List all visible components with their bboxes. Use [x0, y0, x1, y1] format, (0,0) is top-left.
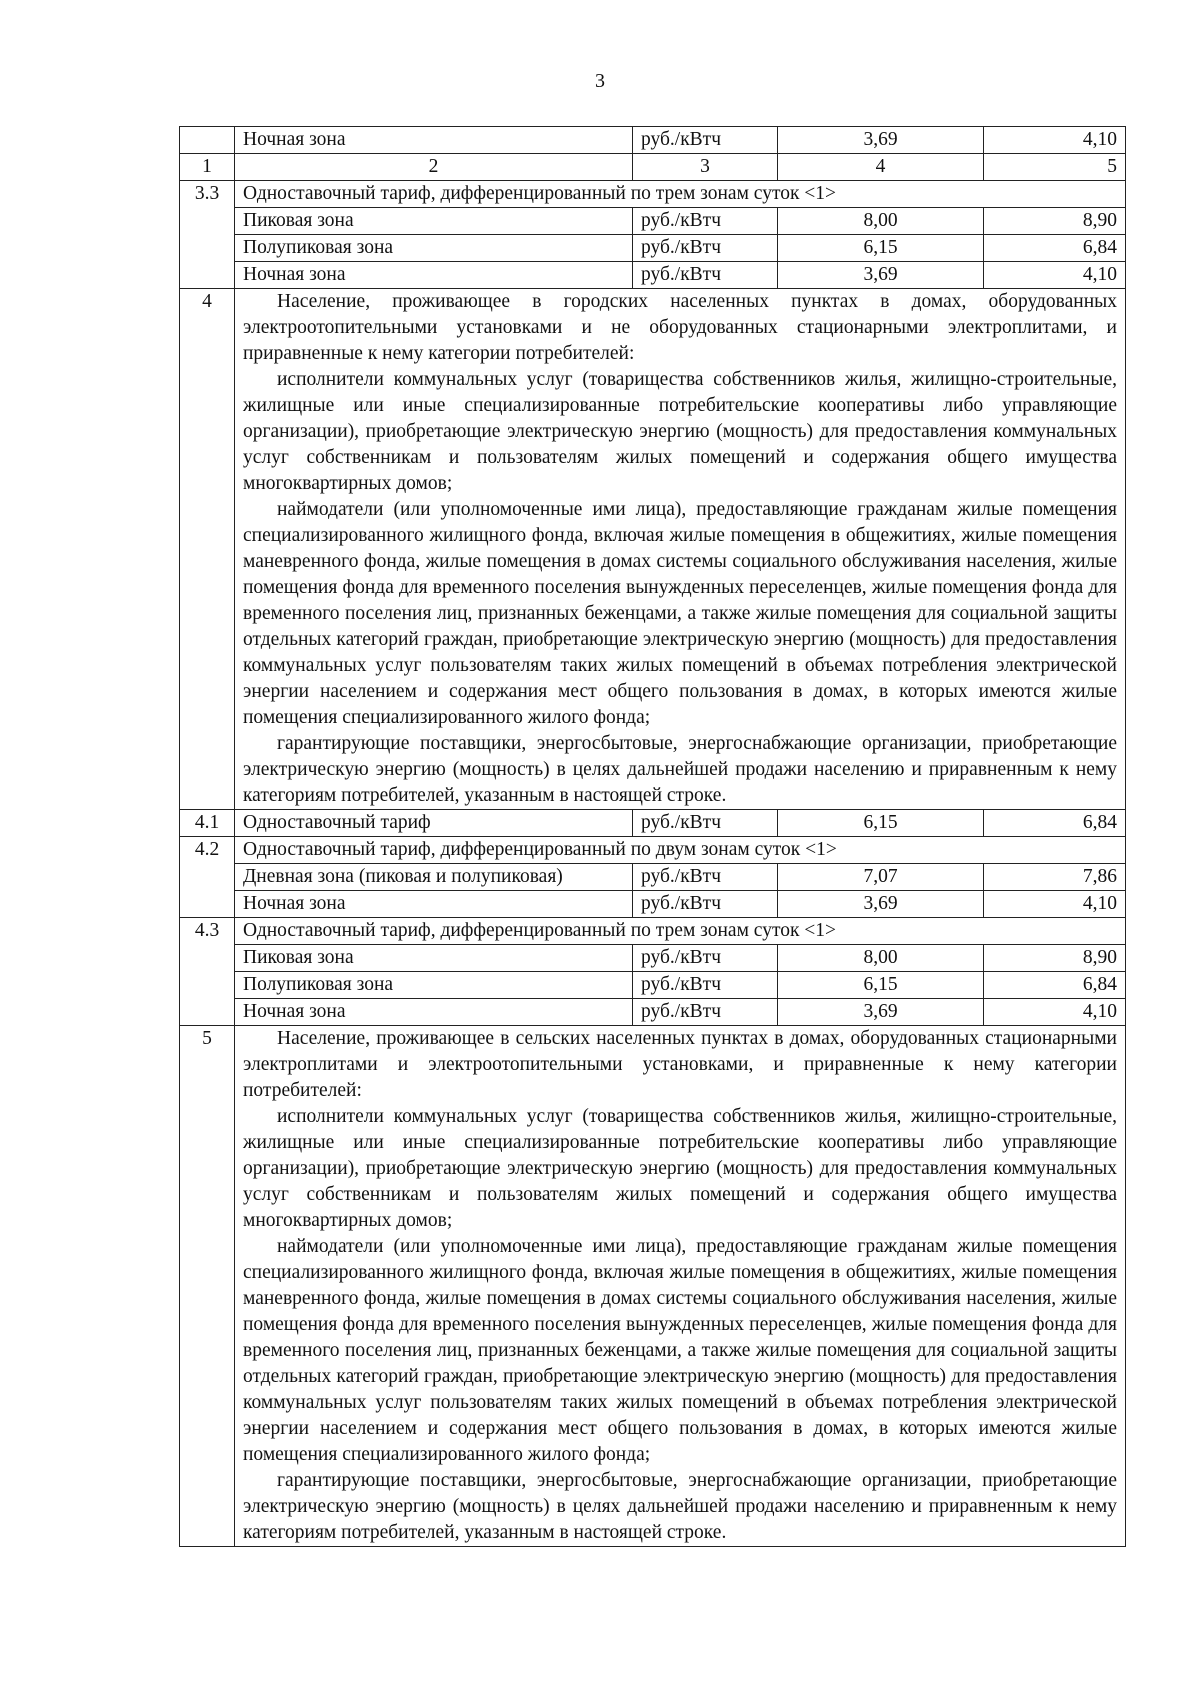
zone-label: Ночная зона	[235, 127, 633, 154]
section-number: 4.1	[180, 810, 235, 837]
tariff-value-1: 3,69	[778, 127, 984, 154]
zone-label: Одноставочный тариф	[235, 810, 633, 837]
column-number: 5	[984, 154, 1126, 181]
section-header-row	[180, 181, 1126, 208]
tariff-value-2: 7,86	[984, 864, 1126, 891]
table-row	[180, 972, 1126, 999]
section-number: 3.3	[180, 181, 235, 289]
section-header-row	[180, 918, 1126, 945]
tariff-value-1: 6,15	[778, 235, 984, 262]
category-description	[235, 1026, 1126, 1547]
section-number: 4.2	[180, 837, 235, 918]
table-row	[180, 999, 1126, 1026]
description-paragraph: наймодатели (или уполномоченные ими лица), предоставляющие гражданам жилые помещения специализированного жилищного фонда, включая жилые помещения в общежитиях, жилые помещения маневренного фонда, жилые помещения в домах системы социального обслуживания населения, жилые помещения фонда для временного поселения вынужденных переселенцев, жилые помещения фонда для временного поселения лиц, признанных беженцами, а также жилые помещения для социальной защиты отдельных категорий граждан, приобретающие электрическую энергию (мощность) для предоставления коммунальных услуг пользователям таких жилых помещений в объемах потребления электрической энергии населением и содержания мест общего пользования в домах, в которых имеются жилые помещения специализированного жилого фонда;	[243, 1236, 1117, 1465]
unit-cell: руб./кВтч	[633, 262, 778, 289]
table-row	[180, 891, 1126, 918]
unit-cell: руб./кВтч	[633, 891, 778, 918]
description-paragraph: наймодатели (или уполномоченные ими лица), предоставляющие гражданам жилые помещения специализированного жилищного фонда, включая жилые помещения в общежитиях, жилые помещения маневренного фонда, жилые помещения в домах системы социального обслуживания населения, жилые помещения фонда для временного поселения вынужденных переселенцев, жилые помещения фонда для временного поселения лиц, признанных беженцами, а также жилые помещения для социальной защиты отдельных категорий граждан, приобретающие электрическую энергию (мощность) для предоставления коммунальных услуг пользователям таких жилых помещений в объемах потребления электрической энергии населением и содержания мест общего пользования в домах, в которых имеются жилые помещения специализированного жилого фонда;	[243, 499, 1117, 728]
table-row	[180, 945, 1126, 972]
table-row	[180, 864, 1126, 891]
tariff-value-1: 6,15	[778, 972, 984, 999]
unit-cell: руб./кВтч	[633, 864, 778, 891]
section-number: 5	[180, 1026, 235, 1547]
unit-cell: руб./кВтч	[633, 127, 778, 154]
tariff-value-1: 8,00	[778, 208, 984, 235]
column-number: 3	[633, 154, 778, 181]
description-paragraph: Население, проживающее в городских населенных пунктах в домах, оборудованных электроотопительными установками и не оборудованных стационарными электроплитами, и приравненные к нему категории потребителей:	[243, 291, 1117, 364]
section-number: 4	[180, 289, 235, 810]
description-paragraph: гарантирующие поставщики, энергосбытовые, энергоснабжающие организации, приобретающие электрическую энергию (мощность) в целях дальнейшей продажи населению и приравненным к нему категориям потребителей, указанным в настоящей строке.	[243, 1470, 1117, 1543]
description-paragraph: исполнители коммунальных услуг (товарищества собственников жилья, жилищно-строительные, жилищные или иные специализированные потребительские кооперативы либо управляющие организации), приобретающие электрическую энергию (мощность) для предоставления коммунальных услуг собственникам и пользователям жилых помещений и содержания общего имущества многоквартирных домов;	[243, 369, 1117, 494]
zone-label: Ночная зона	[235, 891, 633, 918]
table-row	[180, 262, 1126, 289]
tariff-value-1: 3,69	[778, 891, 984, 918]
section-number: 4.3	[180, 918, 235, 1026]
section-title: Одноставочный тариф, дифференцированный по трем зонам суток <1>	[235, 918, 1126, 945]
unit-cell: руб./кВтч	[633, 945, 778, 972]
table-row	[180, 127, 1126, 154]
section-header-row	[180, 837, 1126, 864]
tariff-value-2: 4,10	[984, 127, 1126, 154]
category-description	[235, 289, 1126, 810]
table-row	[180, 235, 1126, 262]
column-number: 4	[778, 154, 984, 181]
tariff-value-1: 7,07	[778, 864, 984, 891]
unit-cell: руб./кВтч	[633, 999, 778, 1026]
zone-label: Ночная зона	[235, 262, 633, 289]
tariff-value-1: 3,69	[778, 999, 984, 1026]
tariff-value-2: 6,84	[984, 810, 1126, 837]
row-number	[180, 127, 235, 154]
category-description-row	[180, 1026, 1126, 1547]
tariff-value-1: 6,15	[778, 810, 984, 837]
unit-cell: руб./кВтч	[633, 810, 778, 837]
zone-label: Пиковая зона	[235, 945, 633, 972]
zone-label: Пиковая зона	[235, 208, 633, 235]
description-paragraph: Население, проживающее в сельских населенных пунктах в домах, оборудованных стационарными электроплитами и электроотопительными установками, и приравненные к нему категории потребителей:	[243, 1028, 1117, 1101]
page-number: 3	[595, 70, 605, 92]
tariff-value-2: 8,90	[984, 208, 1126, 235]
zone-label: Дневная зона (пиковая и полупиковая)	[235, 864, 633, 891]
table-row	[180, 208, 1126, 235]
zone-label: Полупиковая зона	[235, 235, 633, 262]
tariff-value-2: 6,84	[984, 972, 1126, 999]
tariff-value-2: 6,84	[984, 235, 1126, 262]
unit-cell: руб./кВтч	[633, 235, 778, 262]
tariff-value-2: 4,10	[984, 891, 1126, 918]
column-number-row	[180, 154, 1126, 181]
description-paragraph: гарантирующие поставщики, энергосбытовые, энергоснабжающие организации, приобретающие электрическую энергию (мощность) в целях дальнейшей продажи населению и приравненным к нему категориям потребителей, указанным в настоящей строке.	[243, 733, 1117, 806]
zone-label: Ночная зона	[235, 999, 633, 1026]
tariff-value-2: 4,10	[984, 999, 1126, 1026]
category-description-row	[180, 289, 1126, 810]
column-number: 1	[180, 154, 235, 181]
section-title: Одноставочный тариф, дифференцированный по трем зонам суток <1>	[235, 181, 1126, 208]
tariff-value-1: 3,69	[778, 262, 984, 289]
description-paragraph: исполнители коммунальных услуг (товарищества собственников жилья, жилищно-строительные, жилищные или иные специализированные потребительские кооперативы либо управляющие организации), приобретающие электрическую энергию (мощность) для предоставления коммунальных услуг собственникам и пользователям жилых помещений и содержания общего имущества многоквартирных домов;	[243, 1106, 1117, 1231]
tariff-value-1: 8,00	[778, 945, 984, 972]
zone-label: Полупиковая зона	[235, 972, 633, 999]
unit-cell: руб./кВтч	[633, 208, 778, 235]
column-number: 2	[235, 154, 633, 181]
unit-cell: руб./кВтч	[633, 972, 778, 999]
tariff-value-2: 4,10	[984, 262, 1126, 289]
tariff-value-2: 8,90	[984, 945, 1126, 972]
table-row	[180, 810, 1126, 837]
section-title: Одноставочный тариф, дифференцированный по двум зонам суток <1>	[235, 837, 1126, 864]
tariff-table	[179, 126, 1126, 1547]
